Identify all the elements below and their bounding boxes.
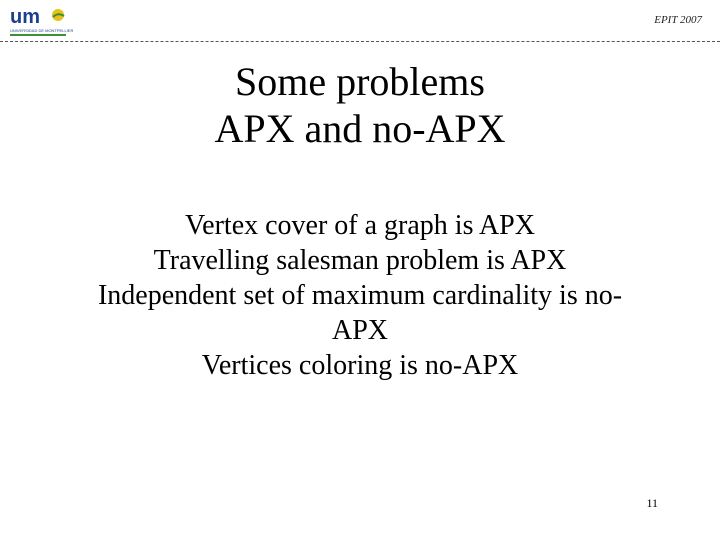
title-line: APX and no-APX	[214, 106, 506, 151]
body-line: Independent set of maximum cardinality is no-	[97, 280, 623, 311]
header-divider	[0, 41, 720, 42]
body-line: Travelling salesman problem is APX	[153, 245, 567, 276]
logo-icon	[9, 4, 73, 38]
event-label: EPIT 2007	[654, 14, 702, 26]
university-logo	[9, 4, 73, 38]
page-number: 11	[646, 496, 658, 510]
logo-wordmark: um	[10, 6, 40, 28]
logo-subtext: UNIVERSIDAD DE MONTPELLIER	[10, 28, 73, 33]
body-line: APX	[331, 315, 388, 346]
slide-title	[0, 58, 720, 152]
title-line: Some problems	[235, 59, 485, 104]
logo-stripe	[10, 34, 66, 36]
slide-body	[0, 208, 720, 383]
body-line: Vertices coloring is no-APX	[201, 350, 519, 381]
body-line: Vertex cover of a graph is APX	[185, 210, 535, 241]
